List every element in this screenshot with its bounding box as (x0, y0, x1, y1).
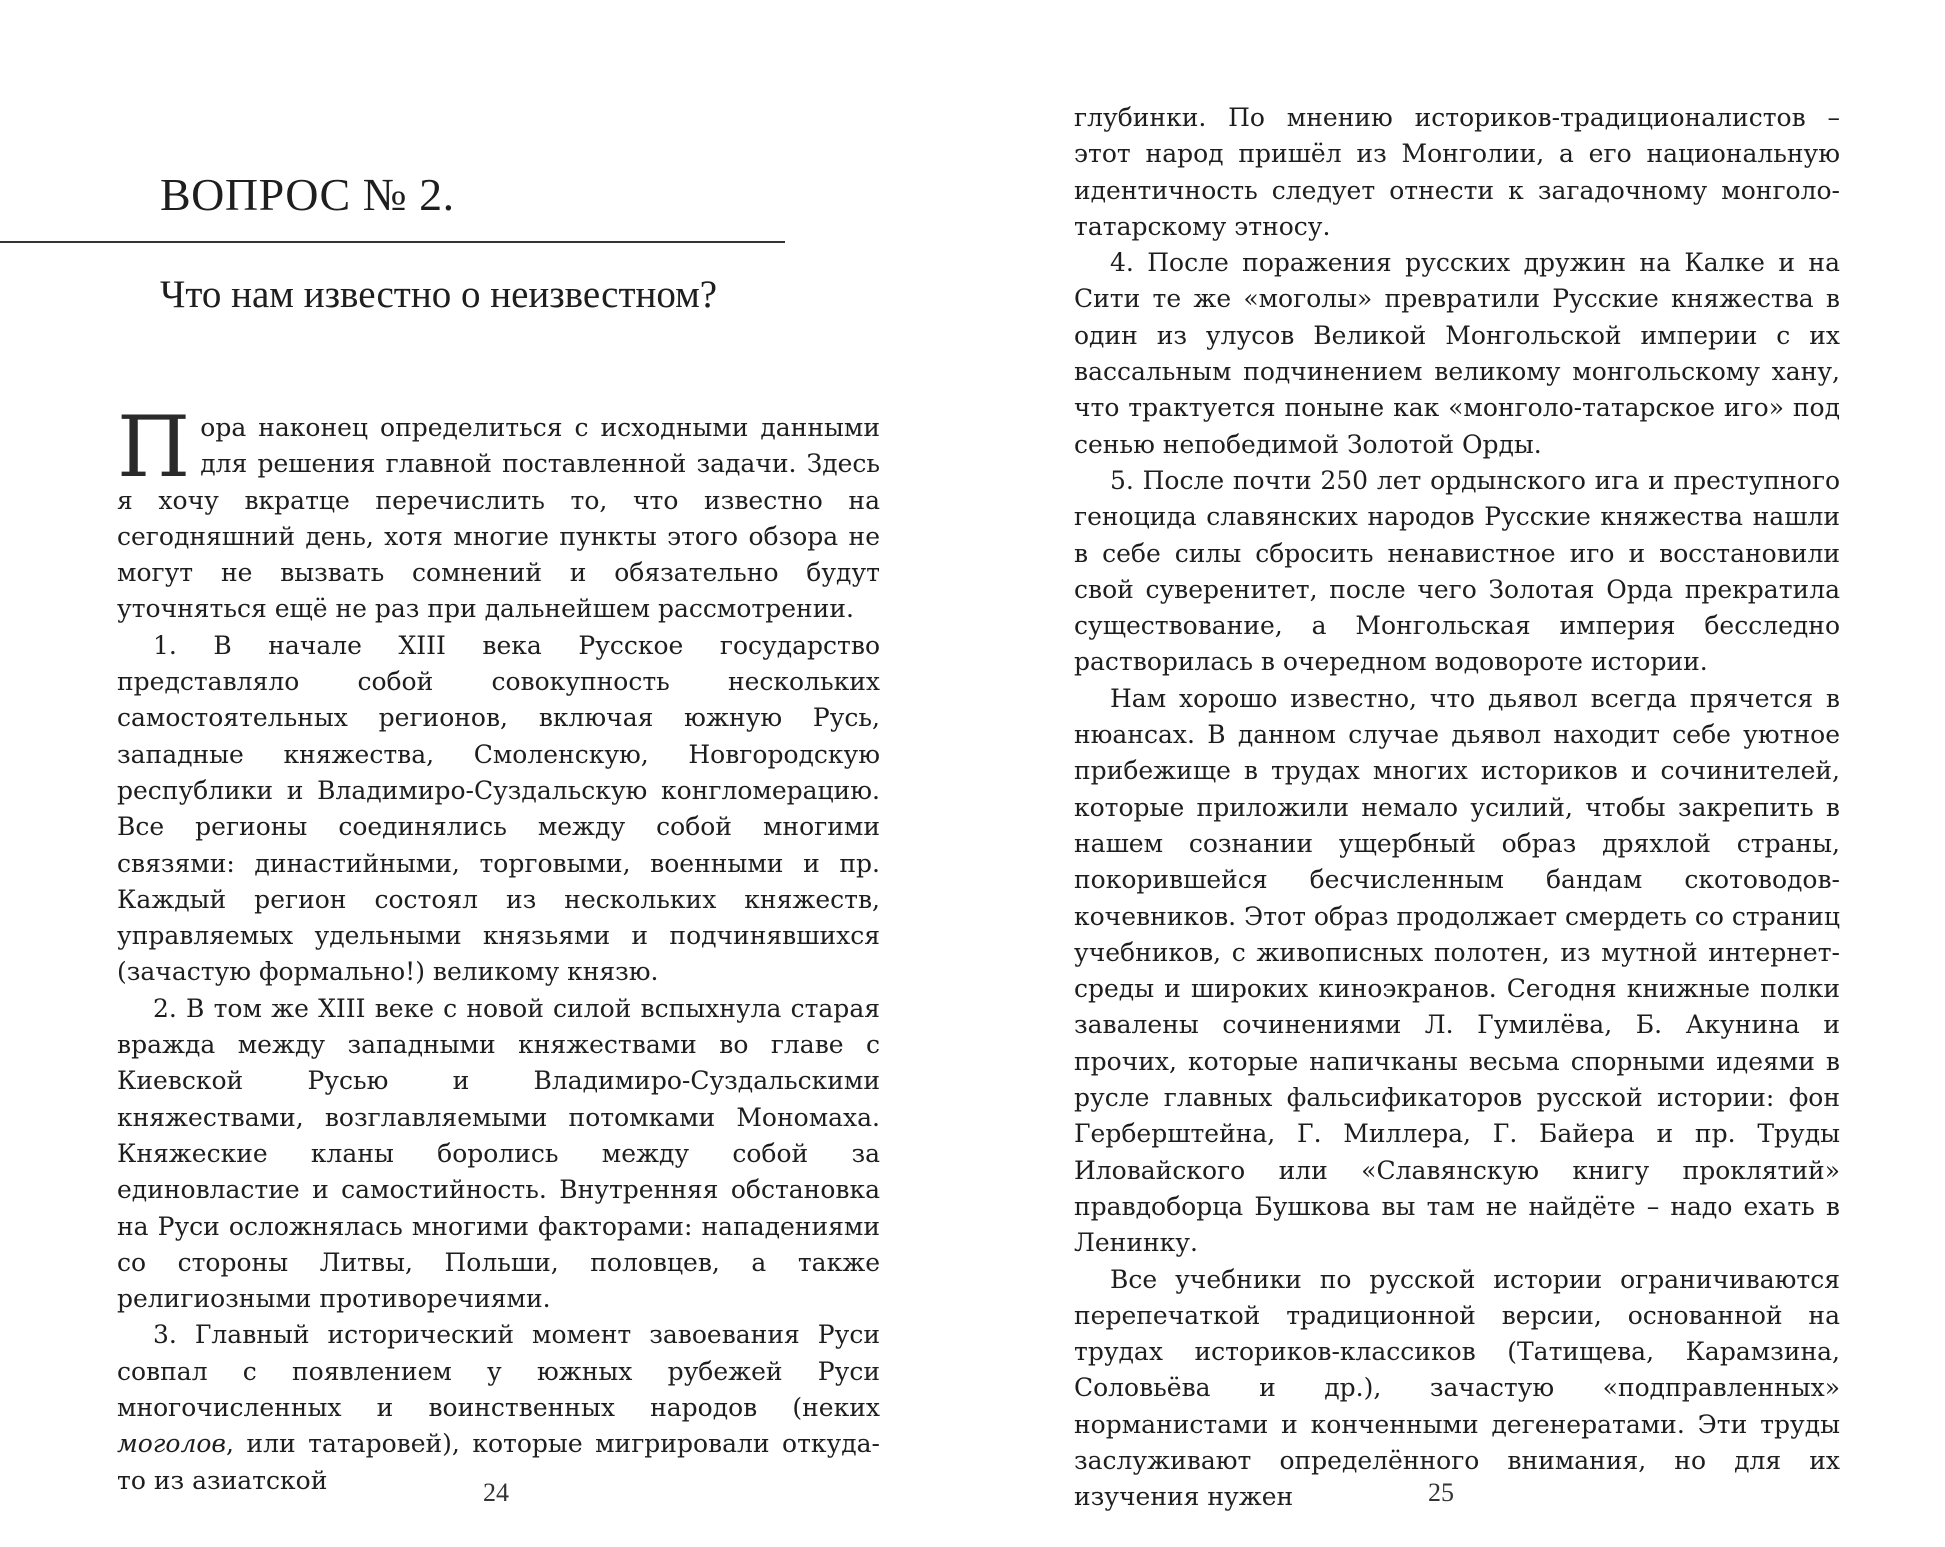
right-page (972, 0, 1945, 1547)
left-body-text (117, 398, 880, 1499)
intro-text: ора наконец определиться с исходными данными для решения главной поставленной задачи. Здесь я хочу вкратце перечислить то, что известно на сегодняшний день, хотя многие пункты этого обзора не могут не вызвать сомнений и обязательно будут уточняться ещё не раз при дальнейшем рассмотрении. (117, 413, 880, 624)
chapter-subtitle: Что нам известно о неизвестном? (160, 273, 718, 316)
paragraph-point-2: 2. В том же XIII веке с новой силой вспыхнула старая вражда между западными княжествами во главе с Киевской Русью и Владимиро-Суздальскими княжествами, возглавляемыми потомками Мономаха. Княжеские кланы боролись между собой за единовластие и самостийность. Внутренняя обстановка на Руси осложнялась многими факторами: нападениями со стороны Литвы, Польши, половцев, а также религиозными противоречиями. (117, 993, 880, 1314)
paragraph-point-3 (117, 1317, 880, 1498)
point-3-text-b: , или татаровей), которые мигрировали откуда-то из азиатской (117, 1429, 880, 1495)
intro-paragraph (117, 398, 880, 628)
drop-cap: П (117, 398, 191, 496)
page-number-left: 24 (483, 1478, 509, 1507)
paragraph-point-4: 4. После поражения русских дружин на Калке и на Сити те же «моголы» превратили Русские княжества в один из улусов Великой Монгольской империи с их вассальным подчинением великому монгольскому хану, что трактуется поныне как «монголо-татарское иго» под сенью непобедимой Золотой Орды. (1074, 248, 1840, 459)
page-number-right: 25 (1428, 1478, 1454, 1507)
paragraph-point-5: 5. После почти 250 лет ордынского ига и преступного геноцида славянских народов Русские княжества нашли в себе силы сбросить ненавистное иго и восстановили свой суверенитет, после чего Золотая Орда прекратила существование, а Монгольская империя бесследно растворилась в очередном водовороте истории. (1074, 465, 1840, 677)
point-3-text-a: 3. Главный исторический момент завоевания Руси совпал с появлением у южных рубежей Руси многочисленных и воинственных народов (неких (117, 1320, 880, 1423)
paragraph-point-1: 1. В начале XIII века Русское государство представляло собой совокупность нескольких самостоятельных регионов, включая южную Русь, западные княжества, Смоленскую, Новгородскую республики и Владимиро-Суздальскую конгломерацию. Все регионы соединялись между собой многими связями: династийными, торговыми, военными и пр. Каждый регион состоял из нескольких княжеств, управляемых удельными князьями и подчинявшихся (зачастую формально!) великому князю. (117, 630, 880, 987)
heading-rule (0, 241, 785, 243)
chapter-heading: ВОПРОС № 2. (160, 169, 455, 220)
paragraph-nuances: Нам хорошо известно, что дьявол всегда прячется в нюансах. В данном случае дьявол находит себе уютное прибежище в трудах многих историков и сочинителей, которые приложили немало усилий, чтобы закрепить в нашем сознании ущербный образ дряхлой страны, покорившейся бесчисленным бандам скотоводов-кочевников. Этот образ продолжает смердеть со страниц учебников, с живописных полотен, из мутной интернет-среды и широких киноэкранов. Сегодня книжные полки завалены сочинениями Л. Гумилёва, Б. Акунина и прочих, которые напичканы весьма спорными идеями в русле главных фальсификаторов русской истории: фон Герберштейна, Г. Миллера, Г. Байера и пр. Труды Иловайского или «Славянскую книгу проклятий» правдоборца Бушкова вы там не найдёте – надо ехать в Ленинку. (1074, 683, 1840, 1258)
left-page (0, 0, 972, 1547)
right-body-text (1074, 100, 1840, 1516)
continued-paragraph: глубинки. По мнению историков-традиционалистов – этот народ пришёл из Монголии, а его национальную идентичность следует отнести к загадочному монголо-татарскому этносу. (1074, 103, 1840, 241)
paragraph-textbooks: Все учебники по русской истории ограничиваются перепечаткой традиционной версии, основанной на трудах историков-классиков (Татищева, Карамзина, Соловьёва и др.), зачастую «подправленных» норманистами и конченными дегенератами. Эти труды заслуживают определённого внимания, но для их изучения нужен (1074, 1264, 1840, 1512)
point-3-italic: моголов (117, 1429, 226, 1459)
